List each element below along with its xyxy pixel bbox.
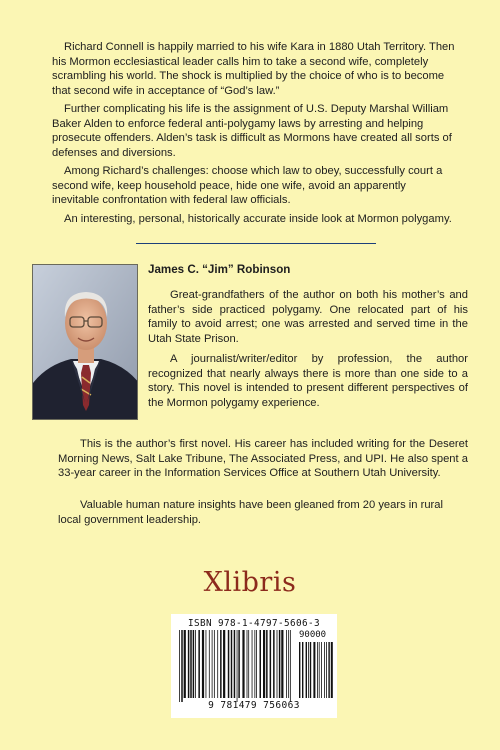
- blurb-tagline: An interesting, personal, historically accurate inside look at Mormon polygamy.: [64, 213, 452, 225]
- isbn-label: ISBN 978-1-4797-5606-3: [188, 618, 320, 629]
- publisher-logo: Xlibris: [203, 567, 297, 598]
- author-name: James C. “Jim” Robinson: [148, 263, 291, 276]
- author-bio-paragraph-3: This is the author’s first novel. His career has included writing for the Deseret Morning News, Salt Lake Tribune, The Associated Press, and UPI. He also spent a 33-year career in the Information Services Office at Southern Utah University.: [58, 438, 468, 480]
- isbn-barcode: [171, 614, 337, 718]
- author-photo: [32, 264, 138, 420]
- section-divider: [136, 243, 376, 244]
- blurb-paragraph-3: Among Richard’s challenges: choose which law to obey, successfully court a second wife, keep household peace, hide one wife, avoid an apparently inevitable confrontation with federal law officials.: [52, 165, 443, 207]
- author-bio-paragraph-1: Great-grandfathers of the author on both his mother’s and father’s side practiced polygamy. One relocated part of his family to avoid arrest; one was arrested and served time in the Utah State Prison.: [148, 289, 468, 345]
- author-bio-paragraph-4: Valuable human nature insights have been gleaned from 20 years in rural local government leadership.: [58, 499, 443, 526]
- blurb-paragraph-2: Further complicating his life is the assignment of U.S. Deputy Marshal William Baker Alden to enforce federal anti-polygamy laws by arresting and helping prosecute offenders. Alden’s task is difficult as Mormons have created all sorts of defenses and diversions.: [52, 103, 452, 159]
- author-portrait-illustration: [33, 265, 138, 420]
- author-bio-paragraph-2: A journalist/writer/editor by profession, the author recognized that nearly always there is more than one side to a story. This novel is intended to present different perspectives of the Mormon polygamy experience.: [148, 353, 468, 409]
- price-supplement-label: 90000: [299, 630, 327, 640]
- barcode-number: 9 781479 756063: [208, 700, 300, 711]
- blurb-paragraph-1: Richard Connell is happily married to his wife Kara in 1880 Utah Territory. Then his Mormon ecclesiastical leader calls him to take a second wife, completely scrambling his world. The shock is multiplied by the choice of who is to become that second wife in acceptance of “God’s law.”: [52, 41, 455, 97]
